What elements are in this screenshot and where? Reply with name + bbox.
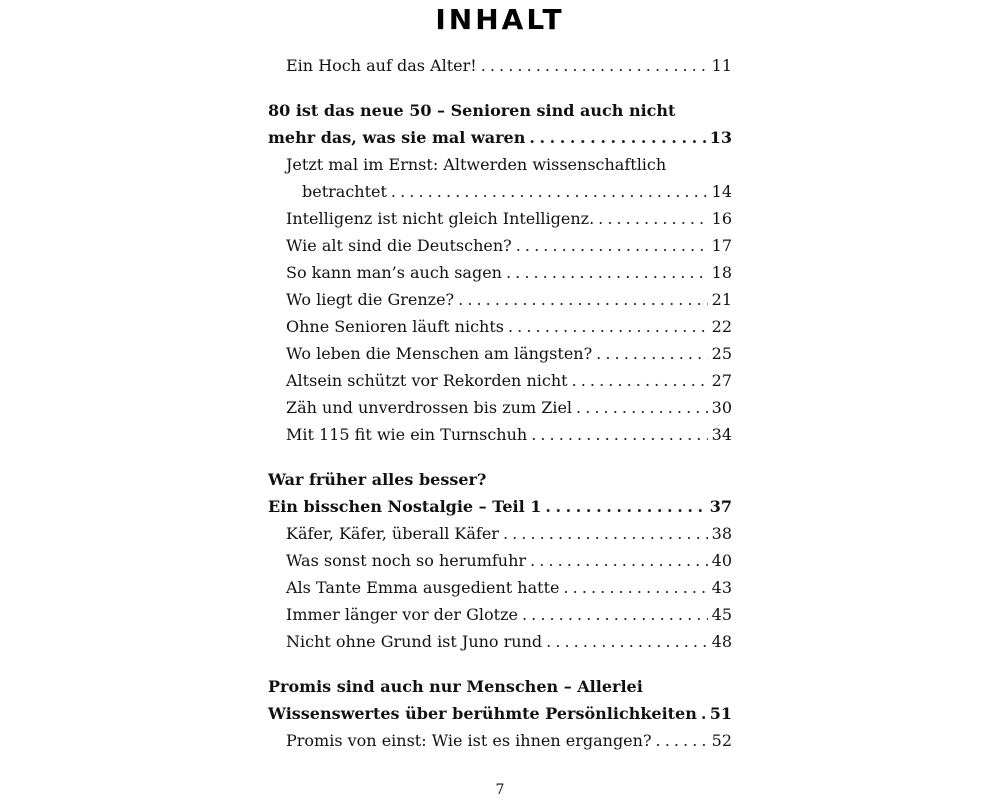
toc-page-number: 30 [711, 398, 732, 417]
dot-leader [522, 601, 708, 628]
toc-entry-title: Immer länger vor der Glotze [286, 605, 518, 624]
toc-section-title-cont: Wissenswertes über berühmte Persönlichkeiten [268, 704, 697, 723]
toc-page-number: 34 [711, 425, 732, 444]
toc-entry [268, 313, 732, 340]
dot-leader [596, 340, 707, 367]
dot-leader [545, 493, 705, 520]
dot-leader [391, 178, 708, 205]
toc-page-number: 40 [711, 551, 732, 570]
toc-page-number: 38 [711, 524, 732, 543]
dot-leader [516, 232, 708, 259]
toc-entry [268, 205, 732, 232]
dot-leader [701, 700, 706, 727]
toc-entry [268, 286, 732, 313]
toc-entry-title: Wo leben die Menschen am längsten? [286, 344, 593, 363]
toc-entry [268, 367, 732, 394]
dot-leader [506, 259, 708, 286]
toc-page-number: 22 [711, 317, 732, 336]
dot-leader [458, 286, 708, 313]
table-of-contents [268, 52, 732, 754]
dot-leader [530, 547, 708, 574]
dot-leader [529, 124, 705, 151]
toc-page-number: 21 [711, 290, 732, 309]
toc-entry-title: Wie alt sind die Deutschen? [286, 236, 512, 255]
toc-entry-title: Käfer, Käfer, überall Käfer [286, 524, 499, 543]
toc-section-entry [268, 493, 732, 520]
toc-section-title-cont: mehr das, was sie mal waren [268, 128, 526, 147]
toc-entry-title: Wo liegt die Grenze? [286, 290, 455, 309]
toc-page-number: 48 [711, 632, 732, 651]
dot-leader [598, 205, 707, 232]
toc-page-number: 17 [711, 236, 732, 255]
toc-entry-title: Was sonst noch so herumfuhr [286, 551, 527, 570]
toc-page-number: 25 [711, 344, 732, 363]
toc-entry [268, 601, 732, 628]
toc-entry-title: Zäh und unverdrossen bis zum Ziel [286, 398, 573, 417]
toc-entry [268, 421, 732, 448]
toc-section-title: 80 ist das neue 50 – Senioren sind auch nicht [268, 101, 676, 120]
toc-section-title: Promis sind auch nur Menschen – Allerlei [268, 677, 643, 696]
toc-entry-title: Mit 115 fit wie ein Turnschuh [286, 425, 528, 444]
toc-entry-title: Nicht ohne Grund ist Juno rund [286, 632, 543, 651]
toc-page-number: 45 [711, 605, 732, 624]
toc-entry-title: Promis von einst: Wie ist es ihnen ergangen? [286, 731, 652, 750]
toc-page-number: 43 [711, 578, 732, 597]
toc-entry-title-cont: betrachtet [302, 182, 387, 201]
page-number: 7 [495, 782, 505, 798]
toc-entry-title: Ein Hoch auf das Alter! [286, 56, 477, 75]
dot-leader [656, 727, 708, 754]
toc-page-number: 14 [711, 182, 732, 201]
toc-page-number: 18 [711, 263, 732, 282]
toc-entry-title: Jetzt mal im Ernst: Altwerden wissenschaftlich [286, 155, 667, 174]
toc-page-number: 16 [711, 209, 732, 228]
dot-leader [563, 574, 707, 601]
toc-entry-title: Altsein schützt vor Rekorden nicht [286, 371, 568, 390]
dot-leader [481, 52, 708, 79]
toc-section-title: War früher alles besser? [268, 470, 487, 489]
toc-entry [268, 628, 732, 655]
toc-entry [268, 574, 732, 601]
toc-entry [268, 394, 732, 421]
toc-entry-title: So kann man’s auch sagen [286, 263, 502, 282]
dot-leader [503, 520, 708, 547]
toc-entry-title: Intelligenz ist nicht gleich Intelligenz. [286, 209, 595, 228]
toc-entry [268, 547, 732, 574]
toc-entry [268, 340, 732, 367]
toc-entry [268, 232, 732, 259]
dot-leader [508, 313, 708, 340]
dot-leader [531, 421, 707, 448]
toc-entry [268, 178, 732, 205]
toc-entry [268, 52, 732, 79]
toc-section-entry [268, 700, 732, 727]
toc-section-title-cont: Ein bisschen Nostalgie – Teil 1 [268, 497, 542, 516]
toc-page-number: 37 [709, 497, 732, 516]
dot-leader [576, 394, 708, 421]
toc-page-number: 51 [709, 704, 732, 723]
toc-page-number: 27 [711, 371, 732, 390]
toc-page-number: 13 [709, 128, 732, 147]
toc-entry [268, 520, 732, 547]
dot-leader [546, 628, 707, 655]
page-title: INHALT [435, 3, 565, 36]
dot-leader [572, 367, 708, 394]
toc-entry [268, 727, 732, 754]
toc-page-number: 52 [711, 731, 732, 750]
toc-entry-title: Als Tante Emma ausgedient hatte [286, 578, 560, 597]
toc-section-entry [268, 124, 732, 151]
toc-page-number: 11 [711, 56, 732, 75]
toc-entry-title: Ohne Senioren läuft nichts [286, 317, 504, 336]
toc-entry [268, 259, 732, 286]
